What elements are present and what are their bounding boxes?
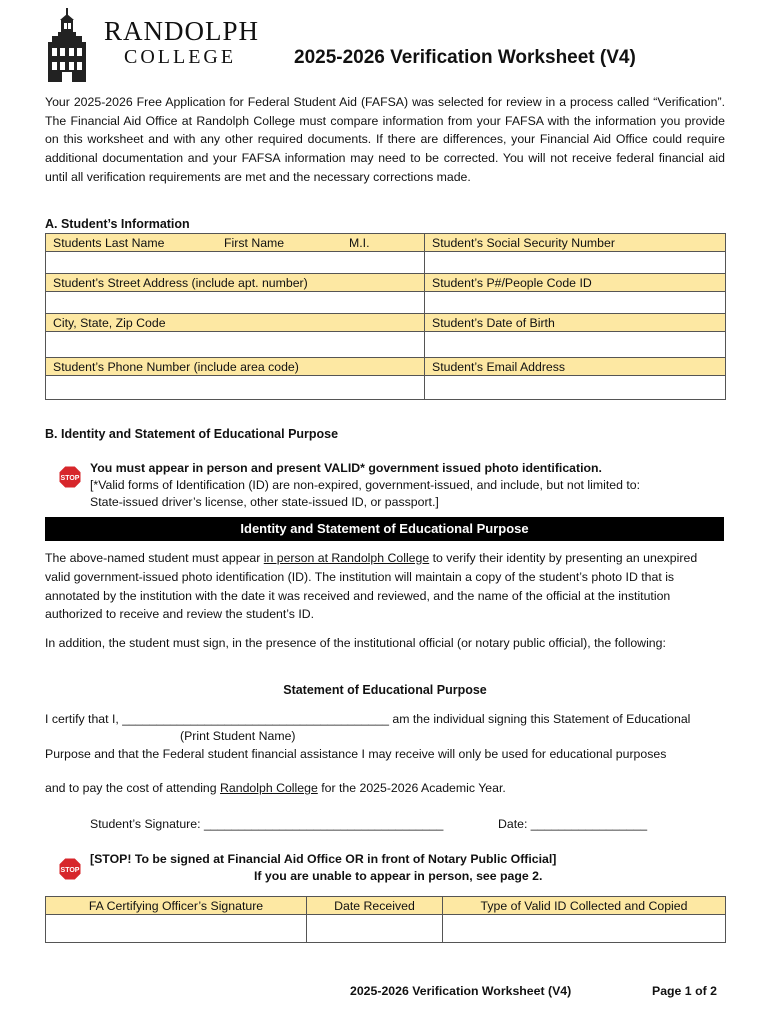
sign-instruction-paragraph: In addition, the student must sign, in the presence of the institutional official (or notary public official), the following: [45,636,666,650]
purpose-line: Purpose and that the Federal student financial assistance I may receive will only be used for educational purposes [45,747,667,761]
stop-sign-label: STOP [60,475,80,482]
certification-table [45,896,726,943]
people-code-field[interactable] [425,292,726,314]
signature-date-field[interactable]: Date: _________________ [498,817,648,831]
first-name-label: First Name [224,235,285,250]
address-field[interactable] [46,292,425,314]
table-row [46,897,726,915]
section-banner: Identity and Statement of Educational Purpose [45,517,724,541]
intro-paragraph: Your 2025-2026 Free Application for Federal Student Aid (FAFSA) was selected for review in a process called “Verification”. The Financial Aid Office at Randolph College must compare information from your FAFSA with the information you provide on this worksheet and with any other required documents. If there are differences, your Financial Aid Office could require additional documentation and your FAFSA information may need to be corrected. You will not receive federal financial aid until all verification requirements are met and the necessary corrections made. [45,95,725,184]
print-name-caption: (Print Student Name) [180,729,296,743]
table-row [46,376,726,400]
mi-label: M.I. [349,235,370,250]
identity-text-b: to verify their identity by presenting an unexpired valid government-issued photo identification (ID). The institution will maintain a copy of the student’s photo ID that is annotated by the institution with the date it was received and reviewed, and the name of the official at the institution authorized to receive and review the student’s ID. [45,551,698,622]
student-info-table [45,233,726,400]
identity-text-a: The above-named student must appear [45,551,264,565]
pay-line [45,781,506,795]
last-name-label: Students Last Name [53,235,165,250]
email-field[interactable] [425,376,726,400]
dob-label: Student’s Date of Birth [425,314,726,332]
certify-line: I certify that I, _______________________________________ am the individual signing this Statement of Educational [45,712,691,726]
city-field[interactable] [46,332,425,358]
id-notice [90,460,640,511]
date-received-field[interactable] [307,915,443,943]
section-a-heading: A. Student’s Information [45,217,190,231]
stop-sign-label: STOP [60,867,80,874]
email-label: Student’s Email Address [425,358,726,376]
student-signature-field[interactable]: Student’s Signature: ___________________________________ [90,817,444,831]
identity-paragraph [45,549,725,624]
pay-text-a: and to pay the cost of attending [45,781,221,795]
id-type-label: Type of Valid ID Collected and Copied [443,897,726,915]
table-row [46,292,726,314]
stop-notice-line1: [STOP! To be signed at Financial Aid Office OR in front of Notary Public Official] [90,852,557,866]
pay-text-college: Randolph College [220,781,318,795]
address-label: Student’s Street Address (include apt. number) [46,274,425,292]
table-row [46,358,726,376]
id-notice-bold: You must appear in person and present VALID* government issued photo identification. [90,461,602,475]
statement-heading: Statement of Educational Purpose [283,683,487,697]
ssn-field[interactable] [425,252,726,274]
stop-sign-icon [58,857,82,881]
logo-wordmark-line1: RANDOLPH [104,16,260,46]
name-header-cell [46,234,425,252]
identity-text-underlined: in person at Randolph College [263,551,430,565]
table-row [46,252,726,274]
logo-wordmark-line2: COLLEGE [124,46,237,68]
section-b-heading: B. Identity and Statement of Educational Purpose [45,427,339,441]
ssn-label: Student’s Social Security Number [425,234,726,252]
date-received-label: Date Received [307,897,443,915]
stop-notice-line2: If you are unable to appear in person, see page 2. [254,869,543,883]
footer-title: 2025-2026 Verification Worksheet (V4) [350,984,572,998]
stop-sign-icon [58,465,82,489]
fa-officer-field[interactable] [46,915,307,943]
id-notice-line2: [*Valid forms of Identification (ID) are non-expired, government-issued, and include, but not limited to: [90,478,640,492]
people-code-label: Student’s P#/People Code ID [425,274,726,292]
dob-field[interactable] [425,332,726,358]
id-notice-line3: State-issued driver’s license, other state-issued ID, or passport.] [90,495,439,509]
page-number: Page 1 of 2 [652,984,717,998]
page-title: 2025-2026 Verification Worksheet (V4) [294,47,636,68]
id-type-field[interactable] [443,915,726,943]
table-row [46,234,726,252]
table-row [46,314,726,332]
fa-officer-label: FA Certifying Officer’s Signature [46,897,307,915]
city-label: City, State, Zip Code [46,314,425,332]
phone-field[interactable] [46,376,425,400]
table-row [46,274,726,292]
phone-label: Student’s Phone Number (include area code) [46,358,425,376]
name-field[interactable] [46,252,425,274]
table-row [46,332,726,358]
table-row [46,915,726,943]
pay-text-b: for the 2025-2026 Academic Year. [317,781,506,795]
